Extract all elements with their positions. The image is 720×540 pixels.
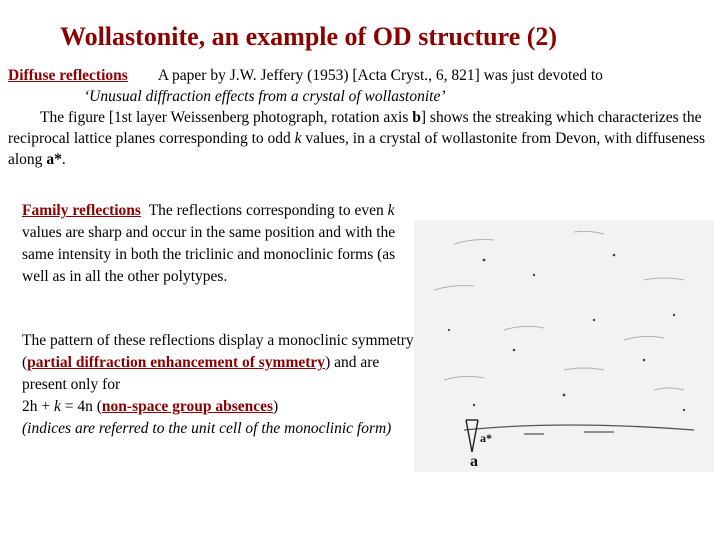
diffuse-reflections-heading: Diffuse reflections	[8, 67, 128, 84]
diffuse-text-1: A paper by J.W. Jeffery (1953) [Acta Cryst., 6, 821] was just devoted to	[157, 67, 603, 84]
a-star: a*	[46, 151, 62, 168]
pattern-text-2: ) and are present only for	[22, 354, 380, 393]
family-reflections-heading: Family reflections	[22, 202, 141, 219]
paper-title-quote: ‘Unusual diffraction effects from a crystal of wollastonite’	[84, 88, 446, 105]
non-space-group-absences-term: non-space group absences	[101, 398, 274, 415]
family-text-1: The reflections corresponding to even	[148, 202, 388, 219]
pattern-text-1: The pattern of these reflections display a monoclinic symmetry (	[22, 332, 414, 371]
k-variable: k	[294, 130, 302, 147]
axis-b: b	[412, 109, 421, 126]
equation-plus: +	[37, 398, 54, 415]
equation-k: k	[54, 398, 61, 415]
diffuse-text-4: values, in a crystal of wollastonite from Devon, with diffuseness along	[8, 130, 706, 168]
weissenberg-photograph-svg	[414, 220, 714, 472]
diffuse-text-5: .	[61, 151, 66, 168]
k-variable: k	[387, 202, 395, 219]
slide-title: Wollastonite, an example of OD structure (2)	[60, 22, 558, 51]
diffuse-reflections-paragraph	[8, 65, 713, 170]
symmetry-paragraph	[22, 330, 420, 440]
weissenberg-photograph	[414, 220, 714, 472]
partial-enhancement-term: partial diffraction enhancement of symmetry	[27, 354, 326, 371]
pattern-text-3: )	[273, 398, 279, 415]
family-reflections-paragraph	[22, 200, 420, 288]
equation-rest: = 4n (	[60, 398, 102, 415]
diffuse-text-2: The figure [1st layer Weissenberg photograph, rotation axis	[40, 109, 413, 126]
equation-2h: 2h	[22, 398, 38, 415]
diffuse-text-3: ] shows the streaking which characterizes the reciprocal lattice planes corresponding to odd	[8, 109, 702, 147]
indices-note: (indices are referred to the unit cell of the monoclinic form)	[22, 420, 392, 437]
photo-label-a-star: a*	[480, 431, 492, 445]
family-text-2: values are sharp and occur in the same position and with the same intensity in both the triclinic and monoclinic forms (as well as in all the other polytypes.	[22, 224, 396, 285]
photo-label-a: a	[470, 453, 478, 470]
